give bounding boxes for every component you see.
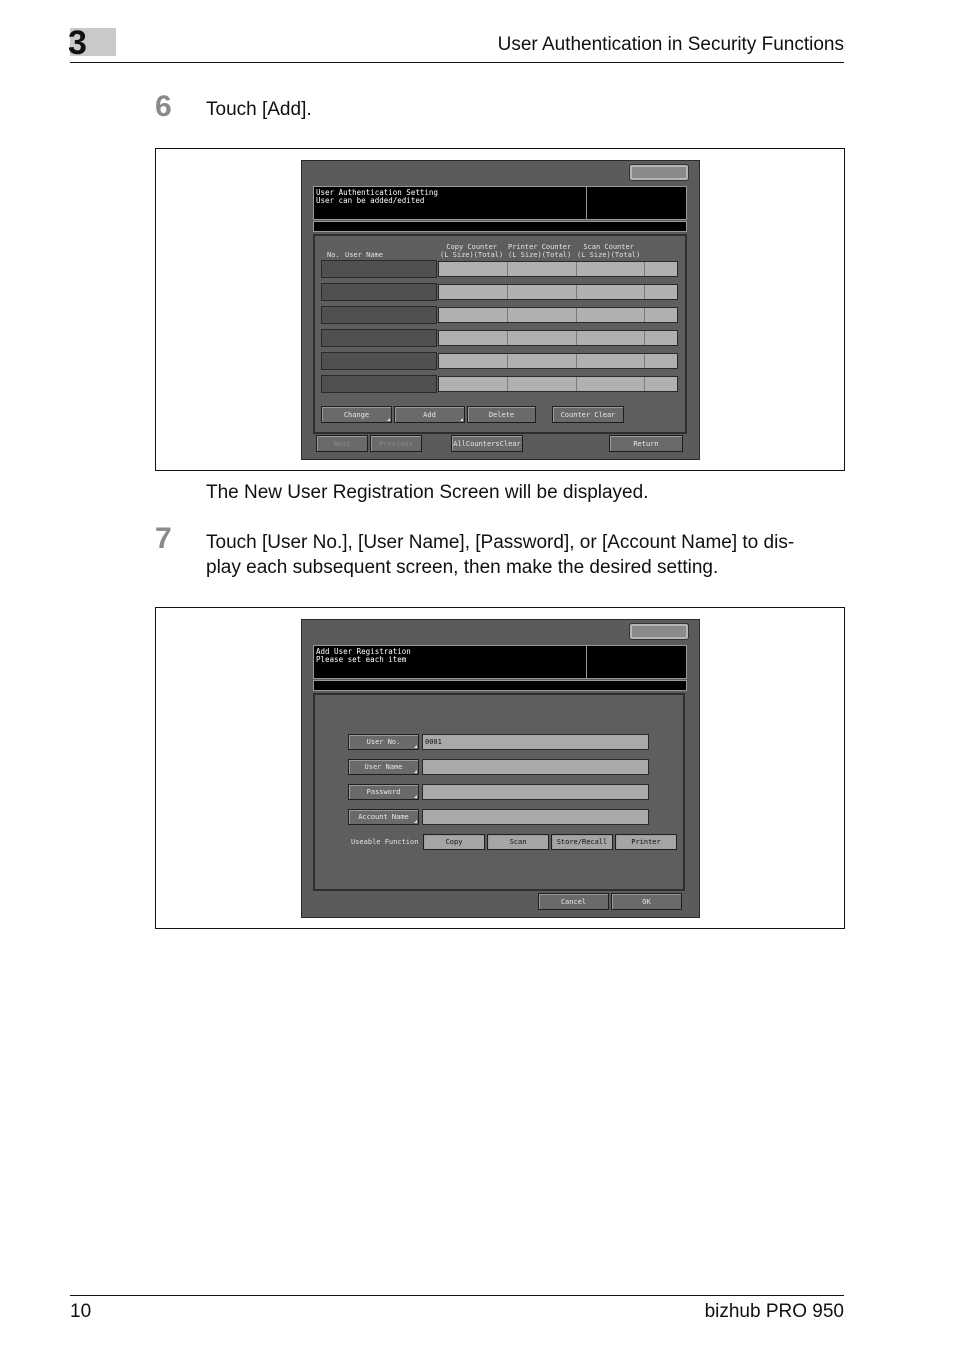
figure-add-user-registration	[155, 607, 845, 929]
column-header-no: No.	[327, 251, 340, 259]
page-number: 10	[70, 1301, 92, 1322]
touchscreen-user-list	[301, 160, 700, 460]
column-header-printer-counter: Printer Counter (L Size)(Total)	[508, 243, 572, 259]
message-line-2: Please set each item	[316, 655, 407, 664]
account-name-field[interactable]	[422, 809, 649, 825]
touchscreen-add-user	[301, 619, 700, 918]
header-rule	[70, 62, 844, 63]
user-name-cell[interactable]	[321, 260, 437, 278]
add-button[interactable]: Add	[394, 406, 465, 423]
password-field[interactable]	[422, 784, 649, 800]
counter-cells	[438, 376, 678, 392]
user-name-field[interactable]	[422, 759, 649, 775]
step-7-instruction-line-2: play each subsequent screen, then make the desired setting.	[206, 557, 719, 578]
counter-cells	[438, 307, 678, 323]
delete-button[interactable]: Delete	[467, 406, 536, 423]
user-list-row[interactable]	[315, 283, 685, 301]
logo-icon	[629, 623, 689, 640]
user-no-field[interactable]: 0001	[422, 734, 649, 750]
column-header-copy-counter: Copy Counter (L Size)(Total)	[440, 243, 504, 259]
function-store-recall-button[interactable]: Store/Recall	[551, 834, 613, 850]
column-header-user-name: User Name	[345, 251, 383, 259]
message-line-2: User can be added/edited	[316, 196, 425, 205]
message-line-1: User Authentication Setting	[316, 188, 438, 197]
counter-cells	[438, 284, 678, 300]
user-list-row[interactable]	[315, 306, 685, 324]
counter-cells	[438, 330, 678, 346]
function-printer-button[interactable]: Printer	[615, 834, 677, 850]
user-name-cell[interactable]	[321, 329, 437, 347]
user-list-panel	[313, 234, 687, 434]
user-list-row[interactable]	[315, 260, 685, 278]
message-area	[313, 186, 687, 220]
useable-function-label: Useable Function	[351, 838, 419, 846]
counter-cells	[438, 353, 678, 369]
message-line-1: Add User Registration	[316, 647, 411, 656]
user-list-row[interactable]	[315, 329, 685, 347]
status-bar	[313, 221, 687, 232]
step-6-instruction: Touch [Add].	[206, 99, 312, 120]
change-button[interactable]: Change	[321, 406, 392, 423]
step-number-6: 6	[155, 90, 172, 123]
password-button[interactable]: Password	[348, 784, 419, 800]
step-6-result-note: The New User Registration Screen will be displayed.	[206, 482, 649, 503]
user-name-cell[interactable]	[321, 375, 437, 393]
return-button[interactable]: Return	[609, 435, 683, 452]
cancel-button[interactable]: Cancel	[538, 893, 609, 910]
step-7-instruction-line-1: Touch [User No.], [User Name], [Password], or [Account Name] to dis-	[206, 532, 795, 553]
message-area	[313, 645, 687, 679]
user-no-button[interactable]: User No.	[348, 734, 419, 750]
registration-panel	[313, 693, 685, 891]
ok-button[interactable]: OK	[611, 893, 682, 910]
step-number-7: 7	[155, 522, 172, 555]
counter-cells	[438, 261, 678, 277]
user-name-cell[interactable]	[321, 283, 437, 301]
logo-icon	[629, 164, 689, 181]
user-name-cell[interactable]	[321, 352, 437, 370]
column-header-scan-counter: Scan Counter (L Size)(Total)	[577, 243, 641, 259]
running-header-title: User Authentication in Security Functions	[497, 34, 844, 55]
user-name-button[interactable]: User Name	[348, 759, 419, 775]
account-name-button[interactable]: Account Name	[348, 809, 419, 825]
status-bar	[313, 680, 687, 691]
chapter-number: 3	[68, 24, 87, 62]
footer-rule	[70, 1295, 844, 1296]
product-name: bizhub PRO 950	[704, 1301, 844, 1322]
figure-user-authentication-setting	[155, 148, 845, 471]
previous-button[interactable]: Previous	[370, 435, 422, 452]
all-counters-clear-button[interactable]: AllCountersClear	[451, 435, 523, 452]
next-button[interactable]: Next	[316, 435, 368, 452]
user-name-cell[interactable]	[321, 306, 437, 324]
counter-clear-button[interactable]: Counter Clear	[552, 406, 624, 423]
function-scan-button[interactable]: Scan	[487, 834, 549, 850]
user-list-row[interactable]	[315, 375, 685, 393]
user-list-row[interactable]	[315, 352, 685, 370]
function-copy-button[interactable]: Copy	[423, 834, 485, 850]
